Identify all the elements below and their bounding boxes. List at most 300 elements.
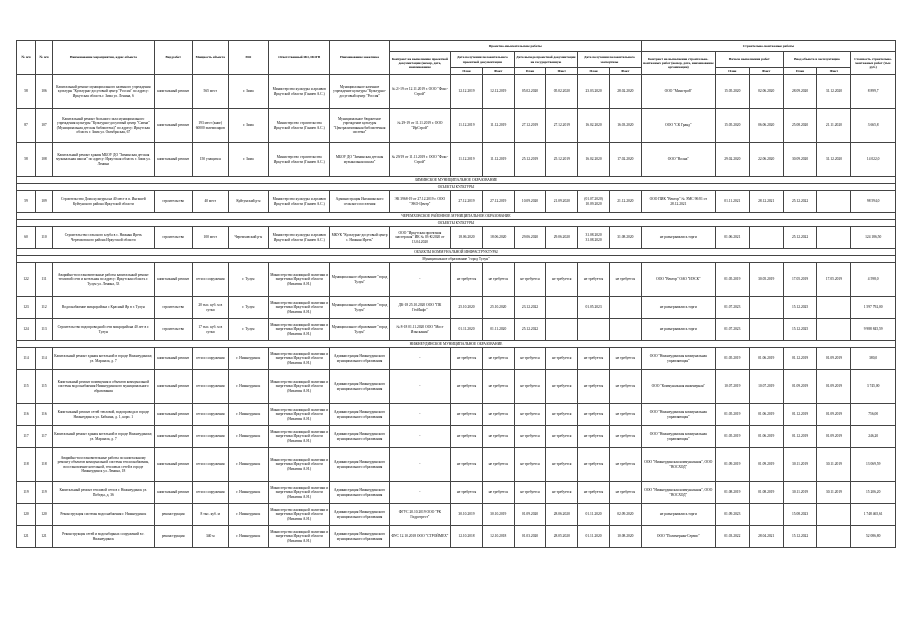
commission-fact: 31.12.2020 [817,143,851,177]
capacity: сети и сооружения [192,404,228,426]
object-name: Капитальный ремонт тепловой сети в г. Нижнеудинск ул. Победы, д. 36 [52,482,154,504]
capacity: сети и сооружения [192,348,228,370]
row-number: 118 [17,448,36,482]
col-num1: № п/п [17,41,36,75]
expertise-out-fact: не требуется [546,426,578,448]
table-row [17,526,896,548]
commission-fact: 21.11.2020 [817,109,851,143]
object-name: Капитальный ремонт помещения и объектов коммунальной системы водоснабжения Нижнеудинского муниципального образования [52,370,154,404]
design-plan: не требуется [451,263,483,297]
commission-plan: 25.12.2022 [783,227,817,249]
design-plan: не требуется [451,404,483,426]
start-fact: 28.12.2021 [749,191,783,213]
expertise-in-fact: 10.08.2020 [609,526,641,548]
expertise-in-fact: не требуется [609,370,641,404]
commission-fact: 01.09.2019 [817,404,851,426]
table-row [17,263,896,297]
expertise-in-fact: не требуется [609,404,641,426]
col-ogv: Ответственный ИО, ИОГВ [268,41,329,75]
expertise-in-plan: не требуется [578,348,610,370]
commission-plan: 30.09.2020 [783,143,817,177]
customer: Администрация Нижнеудинского муниципального образования [330,482,389,504]
section-header [17,177,896,184]
section-title: ОБЪЕКТЫ КУЛЬТУРЫ [17,220,896,227]
col-start: Начало выполнения работ [715,52,783,68]
table-row [17,426,896,448]
design-fact: не требуется [482,448,514,482]
col-expert-in: Дата получения положительного экспертизы [578,52,642,68]
cost: 246,20 [851,426,896,448]
start-fact: 10.07.2019 [749,370,783,404]
responsible-ogv: Министерство культуры и архивов Иркутской области (Ганиев А.С.) [268,191,329,213]
start-plan: 01.08.2019 [715,482,749,504]
expertise-out-plan: 23.12.2022 [514,297,546,319]
design-plan: 01.11.2020 [451,319,483,341]
start-plan: 01.09.2019 [715,448,749,482]
cost: 9 988 845,59 [851,319,896,341]
start-plan: 01.05.2019 [715,263,749,297]
col-proj-date: Дата получения положительного проектной документации [451,52,515,68]
expertise-out-fact: 27.12.2019 [546,109,578,143]
expertise-in-plan: 01.05.2023 [578,297,610,319]
table-row [17,319,896,341]
start-plan: 29.02.2020 [715,143,749,177]
commission-plan: 01.09.2019 [783,370,817,404]
start-fact: 01.06.2019 [749,426,783,448]
start-plan: 01.03.2022 [715,526,749,548]
expertise-out-fact: не требуется [546,404,578,426]
design-contract: - [389,404,450,426]
customer: Муниципальное казенное учреждение культуры "Культурно-досуговый центр "Россия" [330,75,389,109]
capacity: 17 тыс. куб. м в сутки [192,319,228,341]
commission-plan: 30.11.2019 [783,448,817,482]
row-number: 122 [17,263,36,297]
expertise-in-fact: не требуется [609,263,641,297]
col-kind: Вид работ [154,41,192,75]
municipality: г. Нижнеудинск [228,370,268,404]
design-contract: ЭК 3968-19 от 27.12.2019 г. ООО "ЭКО-Центр" [389,191,450,213]
municipality: г. Нижнеудинск [228,404,268,426]
start-fact [749,297,783,319]
row-number: 115 [17,370,36,404]
expertise-out-plan: не требуется [514,404,546,426]
fact-label: Факт [749,68,783,75]
cost: 15 206,20 [851,482,896,504]
municipality: г. Тулун [228,319,268,341]
design-fact: 27.12.2019 [482,191,514,213]
object-name: Капитальный ремонт здания котельной в городе Нижнеудинске, ул. Маршала, д. 7 [52,348,154,370]
expertise-in-plan: 31.08.2020 31.08.2020 [578,227,610,249]
commission-plan: 17.05.2019 [783,263,817,297]
commission-plan: 15.12.2025 [783,297,817,319]
section-header [17,184,896,191]
expertise-out-fact: не требуется [546,263,578,297]
commission-plan: 01.12.2019 [783,404,817,426]
start-fact: 02.06.2020 [749,75,783,109]
col-cost: Стоимость строительно-монтажных работ (тыс. руб.) [851,52,896,75]
municipality: г. Нижнеудинск [228,448,268,482]
design-contract: - [389,448,450,482]
table-row [17,227,896,249]
row-number: 58 [17,143,36,177]
start-plan: 01.06.2021 [715,227,749,249]
expertise-out-plan: 25.12.2019 [514,143,546,177]
build-contract: не разыгрывались торги [641,319,715,341]
expertise-out-plan: не требуется [514,482,546,504]
municipality: г. Тулун [228,263,268,297]
expertise-in-plan: не требуется [578,370,610,404]
work-kind: капитальный ремонт [154,109,192,143]
municipality: г. Зима [228,75,268,109]
row-index: 113 [36,319,53,341]
expertise-out-fact: 28.06.2020 [546,504,578,526]
customer: МБОУ ДО "Зиминская детская музыкальная школа" [330,143,389,177]
cost: 4 598,0 [851,263,896,297]
expertise-out-plan: 25.12.2022 [514,319,546,341]
customer: Администрация Нижнеудинского муниципального образования [330,448,389,482]
expertise-out-plan: 05.02.2020 [514,75,546,109]
design-contract: № 8-18 01.11.2020 ООО "Мост Изыскания" [389,319,450,341]
expertise-out-fact: 29.06.2020 [546,227,578,249]
section-header [17,220,896,227]
commission-plan: 30.11.2019 [783,482,817,504]
start-plan: 01.07.2023 [715,319,749,341]
row-index: 114 [36,348,53,370]
commission-fact [817,504,851,526]
start-fact: 01.06.2019 [749,404,783,426]
design-contract: № 29/19 от 11.11.2019 г. ООО "Фокс-Строй" [389,143,450,177]
work-kind: строительство [154,227,192,249]
design-contract: - [389,263,450,297]
build-contract: ООО ПИК "Вектор" № ЭМС 90/01 от 28.12.2021 [641,191,715,213]
row-number: 60 [17,227,36,249]
row-number: 120 [17,504,36,526]
work-kind: капитальный ремонт [154,263,192,297]
build-contract: ООО "Минстрой" [641,75,715,109]
row-index: 115 [36,370,53,404]
object-name: Водоснабжение микрорайона с Красный Яр в г. Тулун [52,297,154,319]
capacity: 100 мест [192,227,228,249]
responsible-ogv: Министерство жилищной политики и энергетики Иркутской области (Никитин А.Н.) [268,370,329,404]
start-fact: 30.05.2019 [749,263,783,297]
table-body [17,75,896,548]
commission-fact: 31.12.2020 [817,75,851,109]
object-name: Реконструкция сетей и водозаборных сооружений в г. Нижнеудинск [52,526,154,548]
projects-table [16,40,896,548]
responsible-ogv: Министерство жилищной политики и энергетики Иркутской области (Никитин А.Н.) [268,263,329,297]
customer: Муниципальное образование "город Тулун" [330,319,389,341]
object-name: Реконструкция системы водоснабжения г. Нижнеудинск [52,504,154,526]
expertise-in-fact: 17.02.2020 [609,143,641,177]
expertise-out-fact: 05.02.2020 [546,75,578,109]
customer: Администрация Нижнеудинского муниципального образования [330,426,389,448]
work-kind: капитальный ремонт [154,75,192,109]
responsible-ogv: Министерство жилищной политики и энергетики Иркутской области (Никитин А.Н.) [268,504,329,526]
section-header [17,213,896,220]
commission-fact [817,227,851,249]
design-plan: 11.12.2019 [451,109,483,143]
capacity: сети и сооружения [192,370,228,404]
design-plan: 12.12.2019 [451,75,483,109]
expertise-out-plan: 01.03.2020 [514,526,546,548]
object-name: Капитальный ремонт сетей тепловой, водопровода в городе Нижнеудинск ул. Бабкина, д. 1, корп. 1 [52,404,154,426]
object-name: Строительство водопроводной сети микрорайона 40 лет в г. Тулун [52,319,154,341]
start-fact [749,227,783,249]
municipality: Черемховский р-н [228,227,268,249]
object-name: Аварийно-восстановительные работы капитальный ремонт тепловой сети и котельная по адресу: Иркутская область г. Тулун ул. Ленина, 33 [52,263,154,297]
cost: 380,0 [851,348,896,370]
section-title: ЧЕРЕМХОВСКОЕ РАЙОННОЕ МУНИЦИПАЛЬНОЕ ОБРАЗОВАНИЕ [17,213,896,220]
design-fact: не требуется [482,404,514,426]
group-build-header: Строительно-монтажные работы [641,41,895,52]
work-kind: капитальный ремонт [154,143,192,177]
municipality: г. Тулун [228,297,268,319]
commission-fact: 01.09.2019 [817,426,851,448]
expertise-out-plan: 10.09.2020 [514,191,546,213]
capacity: 150 учащихся [192,143,228,177]
expertise-in-plan: (01.07.2020) 10.09.2020 [578,191,610,213]
customer: Муниципальное образование "город Тулун" [330,263,389,297]
row-number: 123 [17,297,36,319]
build-contract: ООО "Нижнеудинская коммунальная управляющая" [641,404,715,426]
customer: Муниципальное образование "город Тулун" [330,297,389,319]
section-title: ЗИМИНСКОЕ МУНИЦИПАЛЬНОЕ ОБРАЗОВАНИЕ [17,177,896,184]
object-name: Строительство сельского клуба в с. Нижняя Иреть Черемховского района Иркутской области [52,227,154,249]
design-contract: № 29-19 от 11.11.2019 г. ООО "ИрСтрой" [389,109,450,143]
commission-fact [817,526,851,548]
expertise-out-fact: не требуется [546,348,578,370]
design-plan: не требуется [451,448,483,482]
row-index: 120 [36,504,53,526]
commission-fact [817,297,851,319]
row-number: 87 [17,109,36,143]
cost: 3 745,00 [851,370,896,404]
design-plan: не требуется [451,370,483,404]
capacity: 193 мест (книг) 60000 экземпляров [192,109,228,143]
expertise-in-plan [578,319,610,341]
expertise-in-plan: не требуется [578,482,610,504]
commission-fact [817,191,851,213]
cost: 13 069,59 [851,448,896,482]
commission-fact: 30.11.2019 [817,482,851,504]
expertise-in-fact: не требуется [609,482,641,504]
start-fact: 28.04.2021 [749,526,783,548]
cost: 3 665,8 [851,109,896,143]
row-index: 117 [36,426,53,448]
responsible-ogv: Министерство культуры и архивов Иркутской области (Ганиев А.С.) [268,227,329,249]
capacity: 8 тыс. куб. м [192,504,228,526]
design-plan: 18.06.2020 [451,227,483,249]
row-number: 58 [17,75,36,109]
plan-label: План [715,68,749,75]
responsible-ogv: Министерство жилищной политики и энергетики Иркутской области (Никитин А.Н.) [268,297,329,319]
work-kind: капитальный ремонт [154,348,192,370]
table-row [17,482,896,504]
work-kind: капитальный ремонт [154,482,192,504]
col-commission: Ввод объекта в эксплуатацию [783,52,851,68]
expertise-in-fact: 31.08.2020 [609,227,641,249]
responsible-ogv: Министерство жилищной политики и энергетики Иркутской области (Никитин А.Н.) [268,482,329,504]
design-plan: 30.10.2019 [451,504,483,526]
start-plan: 01.07.2023 [715,297,749,319]
row-number: 114 [17,348,36,370]
expertise-out-plan: 27.12.2019 [514,109,546,143]
start-plan: 01.05.2019 [715,348,749,370]
expertise-in-plan: не требуется [578,448,610,482]
col-expert-out: Дата выхода проектной документации на государственную [514,52,578,68]
col-num2: № п/п [36,41,53,75]
responsible-ogv: Министерство жилищной политики и энергетики Иркутской области (Никитин А.Н.) [268,319,329,341]
cost: 1 597 792,00 [851,297,896,319]
responsible-ogv: Министерство строительства Иркутской области (Ганиев А.С.) [268,143,329,177]
row-index: 110 [36,227,53,249]
expertise-out-fact [546,319,578,341]
row-index: 118 [36,448,53,482]
plan-label: План [514,68,546,75]
responsible-ogv: Министерство жилищной политики и энергетики Иркутской области (Никитин А.Н.) [268,348,329,370]
table-row [17,370,896,404]
responsible-ogv: Министерство культуры и архивов Иркутской области (Ганиев А.С.) [268,75,329,109]
start-fact: 22.06.2020 [749,143,783,177]
expertise-in-plan: 01.11.2020 [578,504,610,526]
work-kind: строительство [154,319,192,341]
expertise-out-plan: не требуется [514,448,546,482]
customer: Муниципальное бюджетное учреждение культуры "Централизованная библиотечная система" [330,109,389,143]
design-fact: 12.10.2018 [482,526,514,548]
design-fact: 30.10.2019 [482,504,514,526]
expertise-out-fact: 21.09.2020 [546,191,578,213]
customer: Администрация Ингашинского сельского поселения [330,191,389,213]
commission-plan: 15.12.2022 [783,526,817,548]
fact-label: Факт [609,68,641,75]
commission-plan: 15.12.2025 [783,319,817,341]
plan-label: План [578,68,610,75]
customer: МКУК "Культурно-досуговый центр с. Нижняя Иреть" [330,227,389,249]
col-smr-contract: Контракт на выполнение строительно-монтажных работ (номер, дата, наименование организации) [641,52,715,75]
object-name: Капитальный ремонт здания котельной в городе Нижнеудинске, ул. Маршала, д. 7 [52,426,154,448]
expertise-out-fact [546,297,578,319]
design-fact: 12.12.2019 [482,75,514,109]
start-plan: 01.05.2019 [715,426,749,448]
build-contract: ООО "Волна" [641,143,715,177]
row-index: 109 [36,191,53,213]
design-fact: не требуется [482,370,514,404]
build-contract: ООО "Полимерная-Сервис" [641,526,715,548]
municipality: г. Зима [228,109,268,143]
municipality: г. Нижнеудинск [228,426,268,448]
table-row [17,297,896,319]
object-name: Капитальный ремонт муниципального казенного учреждения культуры "Культурно-досуговый центр "Россия" по адресу: Иркутская область г. Зима ул. Ленина, 6 [52,75,154,109]
row-number: 116 [17,404,36,426]
start-plan: 10.07.2019 [715,370,749,404]
subsection-header [17,256,896,263]
start-fact [749,504,783,526]
work-kind: капитальный ремонт [154,426,192,448]
commission-fact: 17.05.2019 [817,263,851,297]
start-fact [749,319,783,341]
expertise-out-plan: 29.06.2020 [514,227,546,249]
expertise-in-plan: не требуется [578,404,610,426]
cost: 14 022,0 [851,143,896,177]
responsible-ogv: Министерство жилищной политики и энергетики Иркутской области (Никитин А.Н.) [268,526,329,548]
build-contract: ООО "Нижнеудинская коммунальная управляющая" [641,426,715,448]
build-contract: ООО "Вектор" ОАО "ИЭСК" [641,263,715,297]
commission-plan: 01.12.2019 [783,348,817,370]
table-row [17,348,896,370]
cost: 8 899,7 [851,75,896,109]
start-fact: 01.06.2019 [749,348,783,370]
commission-plan: 28.09.2020 [783,75,817,109]
expertise-in-fact: не требуется [609,426,641,448]
expertise-in-plan: 16.02.2020 [578,109,610,143]
municipality: Куйтунский р-н [228,191,268,213]
design-fact: 11.12.2019 [482,143,514,177]
start-fact: 01.09.2019 [749,448,783,482]
commission-fact [817,319,851,341]
section-title: ОБЪЕКТЫ КУЛЬТУРЫ [17,184,896,191]
customer: Администрация Нижнеудинского муниципального образования [330,504,389,526]
work-kind: реконструкция [154,526,192,548]
expertise-out-fact: 25.12.2019 [546,143,578,177]
design-fact: не требуется [482,482,514,504]
design-fact: 11.12.2019 [482,109,514,143]
design-fact: 01.11.2020 [482,319,514,341]
commission-plan: 25.12.2022 [783,191,817,213]
row-index: 112 [36,297,53,319]
work-kind: капитальный ремонт [154,448,192,482]
municipality: г. Зима [228,143,268,177]
design-contract: - [389,426,450,448]
customer: Администрация Нижнеудинского муниципального образования [330,348,389,370]
build-contract: ООО "Нижнеудинская коммунальная", ООО "ВОСХОД" [641,448,715,482]
design-fact: не требуется [482,426,514,448]
section-header [17,341,896,348]
expertise-out-plan: 01.09.2020 [514,504,546,526]
col-customer: Наименование заказчика [330,41,389,75]
expertise-in-fact [609,319,641,341]
capacity: 565 мест [192,75,228,109]
expertise-out-plan: не требуется [514,263,546,297]
design-plan: не требуется [451,426,483,448]
start-plan: 01.05.2019 [715,404,749,426]
customer: Администрация Нижнеудинского муниципального образования [330,370,389,404]
design-fact: не требуется [482,263,514,297]
start-plan: 01.09.2023 [715,504,749,526]
col-capacity: Мощность объекта [192,41,228,75]
section-title: ОБЪЕКТЫ КОММУНАЛЬНОЙ ИНФРАСТРУКТУРЫ [17,249,896,256]
fact-label: Факт [817,68,851,75]
cost: 98 594,0 [851,191,896,213]
work-kind: капитальный ремонт [154,370,192,404]
table-row [17,143,896,177]
row-number: 119 [17,482,36,504]
build-contract: ООО "Нижнеудинская коммунальная управляющая" [641,348,715,370]
municipality: г. Нижнеудинск [228,504,268,526]
design-contract: - [389,348,450,370]
expertise-in-plan: не требуется [578,263,610,297]
responsible-ogv: Министерство строительства Иркутской области (Ганиев А.С.) [268,109,329,143]
design-fact: не требуется [482,348,514,370]
start-fact: 06.06.2020 [749,109,783,143]
object-name: Аварийно-восстановительные работы по капитальному ремонту объектов коммунальной системы теплоснабжения, восстановление котельной, тепловых сетей в городе Нижнеудинск ул. Ленина, 18 [52,448,154,482]
build-contract: не разыгрывались торги [641,504,715,526]
row-number: 124 [17,319,36,341]
section-title: НИЖНЕУДИНСКОЕ МУНИЦИПАЛЬНОЕ ОБРАЗОВАНИЕ [17,341,896,348]
expertise-in-fact: 16.03.2020 [609,109,641,143]
expertise-out-plan: не требуется [514,426,546,448]
commission-plan: 15.08.2023 [783,504,817,526]
expertise-out-fact: не требуется [546,482,578,504]
